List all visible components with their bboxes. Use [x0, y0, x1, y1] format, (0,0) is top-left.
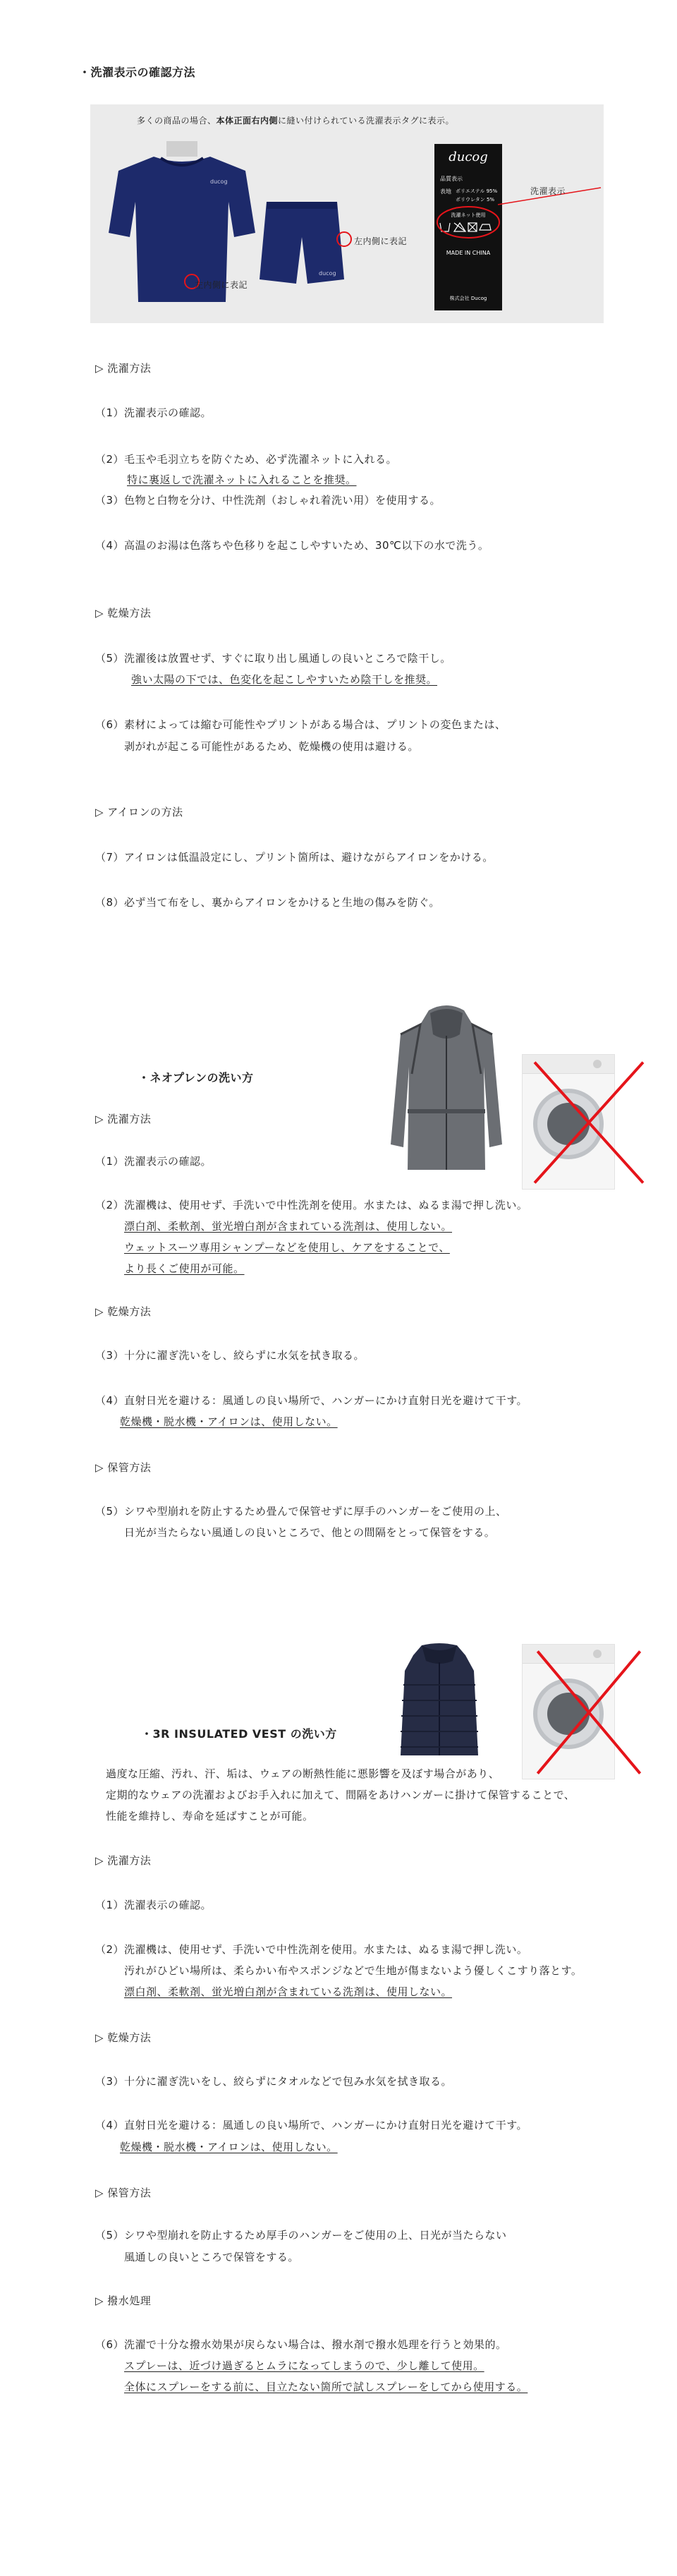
vest-intro-line: 定期的なウェアの洗濯およびお手入れに加えて、間隔をあけハンガーに掛けて保管することで、: [106, 1789, 575, 1801]
tag-line: ポリウレタン 5%: [456, 197, 495, 202]
section2-title: ・ネオプレンの洗い方: [138, 1071, 254, 1084]
washer-knob-icon: [593, 1650, 602, 1658]
neoprene-coat-image: [386, 1003, 506, 1175]
dry-item-5-note: 強い太陽の下では、色変化を起こしやすいため陰干しを推奨。: [131, 673, 438, 686]
tag-company: 株式会社 Ducog: [449, 296, 487, 301]
vest-water-item-6: （6）洗濯で十分な撥水効果が戻らない場合は、撥水剤で撥水処理を行うと効果的。: [95, 2338, 507, 2351]
vest-store-item-5: （5）シワや型崩れを防止するため厚手のハンガーをご使用の上、日光が当たらない: [95, 2229, 507, 2242]
dry-item-5: （5）洗濯後は放置せず、すぐに取り出し風通しの良いところで陰干し。: [95, 652, 451, 665]
vest-dry-item-4: （4）直射日光を避ける：風通しの良い場所で、ハンガーにかけ直射日光を避けて干す。: [95, 2119, 528, 2131]
vest-water-item-6-note: 全体にスプレーをする前に、目立たない箇所で試しスプレーをしてから使用する。: [124, 2381, 528, 2393]
section3-title: ・3R INSULATED VEST の洗い方: [141, 1727, 337, 1741]
wash-item-2: （2）毛玉や毛羽立ちを防ぐため、必ず洗濯ネットに入れる。: [95, 453, 397, 466]
vest-wash-item-2: （2）洗濯機は、使用せず、手洗いで中性洗剤を使用。水または、ぬるま湯で押し洗い。: [95, 1943, 528, 1956]
insulated-vest-image: [398, 1643, 481, 1761]
wash-item-2-note: 特に裏返しで洗濯ネットに入れることを推奨。: [127, 473, 357, 486]
shirt-label: 左内側に表記: [195, 280, 248, 290]
svg-text:ducog: ducog: [210, 179, 228, 185]
washer-drum: [547, 1693, 590, 1735]
neoprene-store-item-5-cont: 日光が当たらない風通しの良いところで、他との間隔をとって保管をする。: [124, 1526, 496, 1539]
neoprene-store-item-5: （5）シワや型崩れを防止するため畳んで保管せずに厚手のハンガーをご使用の上、: [95, 1505, 507, 1518]
tag-highlight-ellipse: [436, 205, 501, 240]
tag-brand: ducog: [449, 150, 488, 164]
shorts-image: [260, 202, 344, 286]
wash-item-4: （4）高温のお湯は色落ちや色移りを起こしやすいため、30℃以下の水で洗う。: [95, 539, 489, 552]
wash-item-3: （3）色物と白物を分け、中性洗剤（おしゃれ着洗い用）を使用する。: [95, 494, 441, 507]
dry-item-6-cont: 剥がれが起こる可能性があるため、乾燥機の使用は避ける。: [124, 740, 419, 753]
vest-water-heading: ▷ 撥水処理: [95, 2294, 152, 2307]
iron-method-heading: ▷ アイロンの方法: [95, 806, 183, 818]
vest-wash-item-1: （1）洗濯表示の確認。: [95, 1899, 212, 1911]
neoprene-wash-item-2: （2）洗濯機は、使用せず、手洗いで中性洗剤を使用。水または、ぬるま湯で押し洗い。: [95, 1199, 528, 1211]
shorts-marker-circle: [334, 230, 354, 248]
vest-wash-heading: ▷ 洗濯方法: [95, 1854, 152, 1867]
wash-item-1: （1）洗濯表示の確認。: [95, 406, 212, 419]
neoprene-store-heading: ▷ 保管方法: [95, 1461, 152, 1474]
vest-wash-item-2-cont: 汚れがひどい場所は、柔らかい布やスポンジなどで生地が傷まないよう優しくこすり落とす。: [124, 1964, 583, 1977]
dry-method-heading: ▷ 乾燥方法: [95, 607, 152, 619]
washing-machine-image: [522, 1644, 615, 1779]
wash-tag: [434, 144, 502, 310]
vest-store-item-5-cont: 風通しの良いところで保管をする。: [124, 2251, 299, 2263]
vest-intro-line: 過度な圧縮、汚れ、汗、垢は、ウェアの断熱性能に悪影響を及ぼす場合があり、: [106, 1767, 500, 1780]
wash-method-heading: ▷ 洗濯方法: [95, 362, 152, 375]
neoprene-dry-item-4: （4）直射日光を避ける：風通しの良い場所で、ハンガーにかけ直射日光を避けて干す。: [95, 1394, 528, 1407]
tag-made-in: MADE IN CHINA: [446, 250, 491, 256]
vest-dry-item-3: （3）十分に濯ぎ洗いをし、絞らずにタオルなどで包み水気を拭き取る。: [95, 2075, 453, 2088]
tag-line: 表地: [440, 188, 451, 195]
neoprene-wash-item-2-note: ウェットスーツ専用シャンプーなどを使用し、ケアをすることで、: [124, 1241, 450, 1254]
neoprene-wash-item-1: （1）洗濯表示の確認。: [95, 1155, 212, 1168]
label-location-panel: [90, 104, 604, 323]
vest-wash-item-2-note: 漂白剤、柔軟剤、蛍光増白剤が含まれている洗剤は、使用しない。: [124, 1985, 453, 1998]
shorts-label: 左内側に表記: [354, 236, 408, 246]
svg-text:ducog: ducog: [319, 270, 336, 277]
neoprene-wash-item-2-note: 漂白剤、柔軟剤、蛍光増白剤が含まれている洗剤は、使用しない。: [124, 1220, 453, 1233]
neoprene-dry-item-4-note: 乾燥機・脱水機・アイロンは、使用しない。: [120, 1415, 338, 1428]
vest-water-item-6-note: スプレーは、近づけ過ぎるとムラになってしまうので、少し離して使用。: [124, 2359, 484, 2372]
vest-dry-item-4-note: 乾燥機・脱水機・アイロンは、使用しない。: [120, 2141, 338, 2153]
neoprene-wash-heading: ▷ 洗濯方法: [95, 1113, 152, 1125]
iron-item-7: （7）アイロンは低温設定にし、プリント箇所は、避けながらアイロンをかける。: [95, 851, 494, 864]
tag-line: 洗濯ネット使用: [451, 212, 486, 218]
neoprene-dry-item-3: （3）十分に濯ぎ洗いをし、絞らずに水気を拭き取る。: [95, 1349, 365, 1362]
washer-drum: [547, 1103, 590, 1145]
vest-dry-heading: ▷ 乾燥方法: [95, 2031, 152, 2044]
tag-label: 洗濯表示: [530, 186, 566, 196]
panel-note: 多くの商品の場合、本体正面右内側に縫い付けられている洗濯表示タグに表示。: [137, 116, 455, 126]
neoprene-wash-item-2-note: より長くご使用が可能。: [124, 1262, 245, 1275]
washing-machine-image: [522, 1054, 615, 1190]
neoprene-dry-heading: ▷ 乾燥方法: [95, 1305, 152, 1318]
tag-line: ポリエステル 95%: [456, 188, 498, 194]
vest-store-heading: ▷ 保管方法: [95, 2187, 152, 2199]
vest-intro-line: 性能を維持し、寿命を延ばすことが可能。: [106, 1810, 314, 1822]
tag-line: 品質表示: [440, 176, 463, 182]
iron-item-8: （8）必ず当て布をし、裏からアイロンをかけると生地の傷みを防ぐ。: [95, 896, 440, 909]
section1-title: ・洗濯表示の確認方法: [79, 66, 196, 79]
dry-item-6: （6）素材によっては縮む可能性やプリントがある場合は、プリントの変色または、: [95, 718, 506, 731]
washer-knob-icon: [593, 1060, 602, 1068]
